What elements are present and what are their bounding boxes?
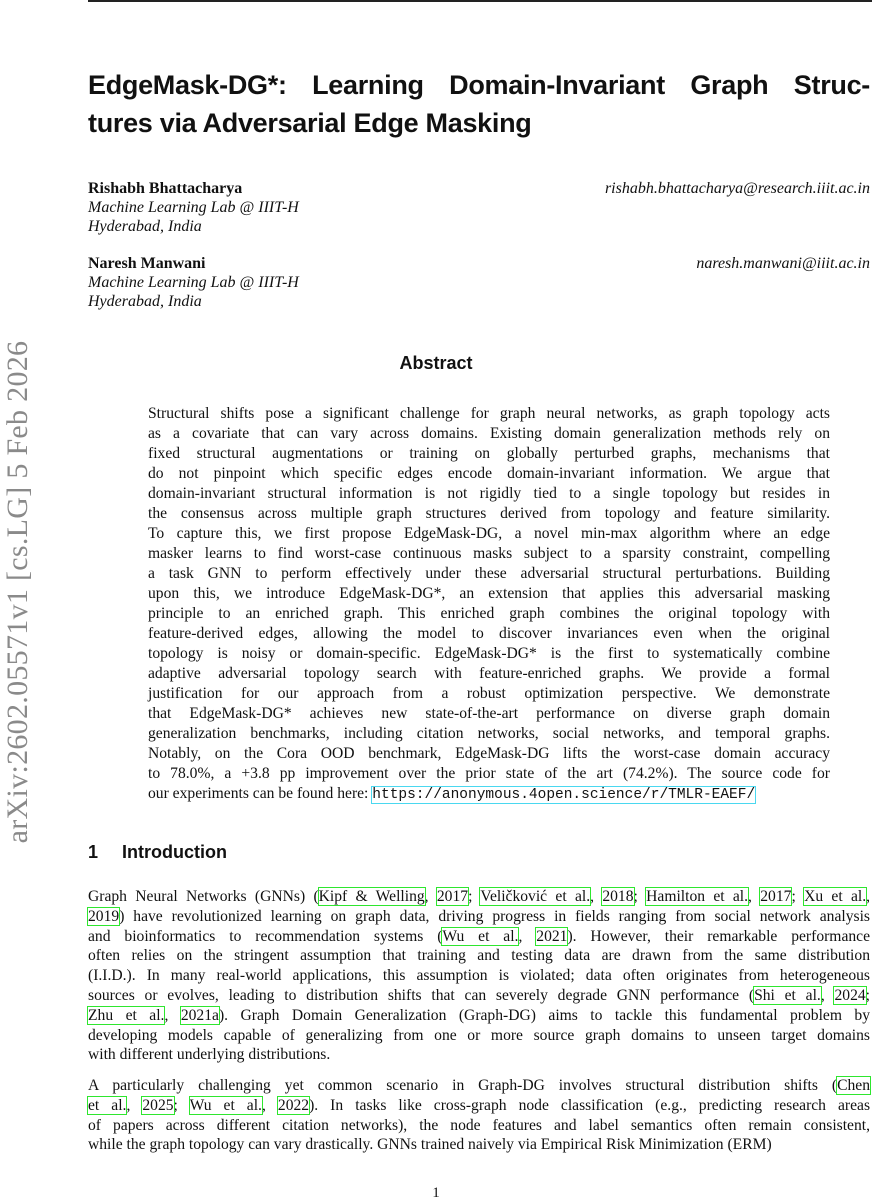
- abstract-line: a task GNN to perform effectively under these adversarial structural perturbations. Building: [148, 565, 830, 582]
- text-line: [88, 966, 870, 986]
- abstract-line: do not pinpoint which specific edges encode domain-invariant information. We argue that: [148, 465, 830, 482]
- text-segment: ). In tasks like cross-graph node classification (e.g., predicting research areas: [309, 1096, 871, 1114]
- text-segment: ) have revolutionized learning on graph data, driving progress in fields ranging from social network analysis: [119, 907, 870, 925]
- text-line: [88, 927, 870, 947]
- text-line: [88, 1026, 870, 1046]
- citation-link[interactable]: 2017: [760, 888, 792, 905]
- section-title: Introduction: [122, 842, 227, 862]
- abstract-line: fixed structural augmentations or training on globally perturbed graphs, mechanisms that: [148, 445, 830, 462]
- citation-link[interactable]: 2018: [602, 888, 634, 905]
- citation-link[interactable]: Hamilton et al.: [646, 888, 749, 905]
- text-segment: ,: [748, 888, 761, 905]
- abstract-line: that EdgeMask-DG* achieves new state-of-the-art performance on diverse graph domain: [148, 705, 830, 722]
- abstract-line: domain-invariant structural information is not rigidly tied to a single topology but resides in: [148, 485, 830, 502]
- citation-link[interactable]: 2019: [88, 907, 120, 925]
- citation-link[interactable]: 2021: [536, 927, 568, 945]
- text-segment: ;: [468, 888, 481, 905]
- author-name: Naresh Manwani: [88, 255, 206, 272]
- citation-link[interactable]: Chen: [837, 1077, 870, 1094]
- text-segment: ;: [791, 888, 805, 905]
- abstract-line: topology is noisy or domain-specific. EdgeMask-DG* is the first to systematically combine: [148, 645, 830, 662]
- text-line: [88, 1076, 870, 1096]
- abstract-line: to 78.0%, a +3.8 pp improvement over the prior state of the art (74.2%). The source code for: [148, 765, 830, 782]
- abstract-line: principle to an enriched graph. This enriched graph combines the original topology with: [148, 605, 830, 622]
- text-segment: ,: [820, 986, 835, 1004]
- text-segment: ,: [261, 1096, 278, 1114]
- arxiv-identifier[interactable]: arXiv:2602.05571v1 [cs.LG] 5 Feb 2026: [1, 340, 34, 844]
- citation-link[interactable]: et al.: [88, 1096, 127, 1114]
- text-segment: often relies on the stringent assumption that training and testing data are drawn from the same distribution: [88, 947, 870, 965]
- text-segment: sources or evolves, leading to distribution shifts that can severely degrade GNN performance (: [88, 986, 755, 1004]
- text-segment: ). However, their remarkable performance: [567, 927, 871, 945]
- citation-link[interactable]: 2024: [834, 986, 866, 1004]
- intro-paragraph: [88, 1076, 870, 1155]
- citation-link[interactable]: Shi et al.: [754, 986, 821, 1004]
- author-block: [88, 254, 870, 311]
- citation-link[interactable]: Wu et al.: [189, 1096, 262, 1114]
- abstract-line: adaptive adversarial topology search with feature-enriched graphs. We provide a formal: [148, 665, 830, 682]
- author-location: Hyderabad, India: [88, 293, 202, 310]
- text-segment: with different underlying distributions.: [88, 1046, 331, 1064]
- text-segment: ,: [164, 1006, 181, 1024]
- text-line: [88, 1045, 870, 1065]
- author-location: Hyderabad, India: [88, 218, 202, 235]
- text-segment: ,: [866, 888, 871, 905]
- author-affiliation: Machine Learning Lab @ IIIT-H: [88, 274, 299, 291]
- citation-link[interactable]: Kipf & Welling: [318, 888, 425, 905]
- text-line: [88, 887, 870, 907]
- abstract-line: [148, 784, 830, 805]
- citation-link[interactable]: 2022: [277, 1096, 310, 1114]
- text-line: [88, 907, 870, 927]
- section-heading: [88, 842, 227, 863]
- abstract-line: To capture this, we first propose EdgeMask-DG, a novel min-max algorithm where an edge: [148, 525, 830, 542]
- citation-link[interactable]: Xu et al.: [804, 888, 867, 905]
- text-segment: and bioinformatics to recommendation systems (: [88, 927, 443, 945]
- top-rule: [88, 0, 872, 2]
- text-segment: Graph Neural Networks (GNNs) (: [88, 888, 319, 905]
- abstract-body: [148, 404, 830, 805]
- text-segment: ,: [126, 1096, 143, 1114]
- author-email[interactable]: rishabh.bhattacharya@research.iiit.ac.in: [604, 180, 870, 197]
- text-segment: ,: [590, 888, 603, 905]
- abstract-line: generalization benchmarks, including citation networks, social networks, and temporal graphs.: [148, 725, 830, 742]
- text-line: [88, 1135, 870, 1155]
- section-number: 1: [88, 842, 99, 862]
- abstract-line: Structural shifts pose a significant challenge for graph neural networks, as graph topology acts: [148, 405, 830, 422]
- text-segment: ;: [173, 1096, 190, 1114]
- text-segment: A particularly challenging yet common scenario in Graph-DG involves structural distribution shifts (: [88, 1077, 838, 1094]
- text-segment: (I.I.D.). In many real-world applications, this assumption is violated; data often originates from heterogeneous: [88, 967, 870, 985]
- abstract-line: upon this, we introduce EdgeMask-DG*, an extension that applies this adversarial masking: [148, 585, 830, 602]
- citation-link[interactable]: 2017: [436, 888, 469, 905]
- text-segment: while the graph topology can vary drastically. GNNs trained naively via Empirical Risk Minimization (ERM): [88, 1136, 772, 1154]
- text-segment: ;: [865, 986, 871, 1004]
- title-line: EdgeMask-DG*: Learning Domain-Invariant Graph Struc-: [88, 70, 870, 100]
- abstract-line: the consensus across multiple graph structures derived from topology and feature similarity.: [148, 505, 830, 522]
- page-number: 1: [432, 1185, 440, 1201]
- author-name: Rishabh Bhattacharya: [88, 180, 243, 197]
- abstract-line: masker learns to find worst-case continuous masks subject to a sparsity constraint, compelling: [148, 545, 830, 562]
- paper-title: [88, 66, 870, 142]
- text-segment: of papers across different citation networks), the node features and label semantics often remain consistent,: [88, 1116, 870, 1134]
- text-line: [88, 946, 870, 966]
- text-line: [88, 986, 870, 1006]
- text-segment: developing models capable of generalizing from one or more source graph domains to unseen target domains: [88, 1026, 870, 1044]
- citation-link[interactable]: Veličković et al.: [480, 888, 591, 905]
- text-segment: ). Graph Domain Generalization (Graph-DG) aims to tackle this fundamental problem by: [218, 1006, 871, 1024]
- title-line: tures via Adversarial Edge Masking: [88, 108, 532, 138]
- author-email[interactable]: naresh.manwani@iiit.ac.in: [696, 255, 870, 272]
- citation-link[interactable]: 2025: [142, 1096, 174, 1114]
- text-segment: ;: [633, 888, 647, 905]
- intro-paragraph: [88, 887, 870, 1065]
- text-line: [88, 1116, 870, 1136]
- citation-link[interactable]: 2021a: [180, 1006, 219, 1024]
- abstract-line: as a covariate that can vary across domains. Existing domain generalization methods rely on: [148, 425, 830, 442]
- citation-link[interactable]: Zhu et al.: [88, 1006, 165, 1024]
- abstract-heading: Abstract: [399, 353, 473, 373]
- text-segment: ,: [424, 888, 437, 905]
- abstract-text: our experiments can be found here:: [148, 785, 373, 802]
- citation-link[interactable]: Wu et al.: [442, 927, 519, 945]
- abstract-line: feature-derived edges, allowing the model to discover invariances even when the original: [148, 625, 830, 642]
- text-segment: ,: [518, 927, 537, 945]
- text-line: [88, 1096, 870, 1116]
- source-code-link[interactable]: https://anonymous.4open.science/r/TMLR-EAEF/: [372, 787, 756, 803]
- author-block: [88, 179, 870, 236]
- abstract-line: justification for our approach from a robust optimization perspective. We demonstrate: [148, 685, 830, 702]
- abstract-line: Notably, on the Cora OOD benchmark, EdgeMask-DG lifts the worst-case domain accuracy: [148, 745, 830, 762]
- text-line: [88, 1006, 870, 1026]
- author-affiliation: Machine Learning Lab @ IIIT-H: [88, 199, 299, 216]
